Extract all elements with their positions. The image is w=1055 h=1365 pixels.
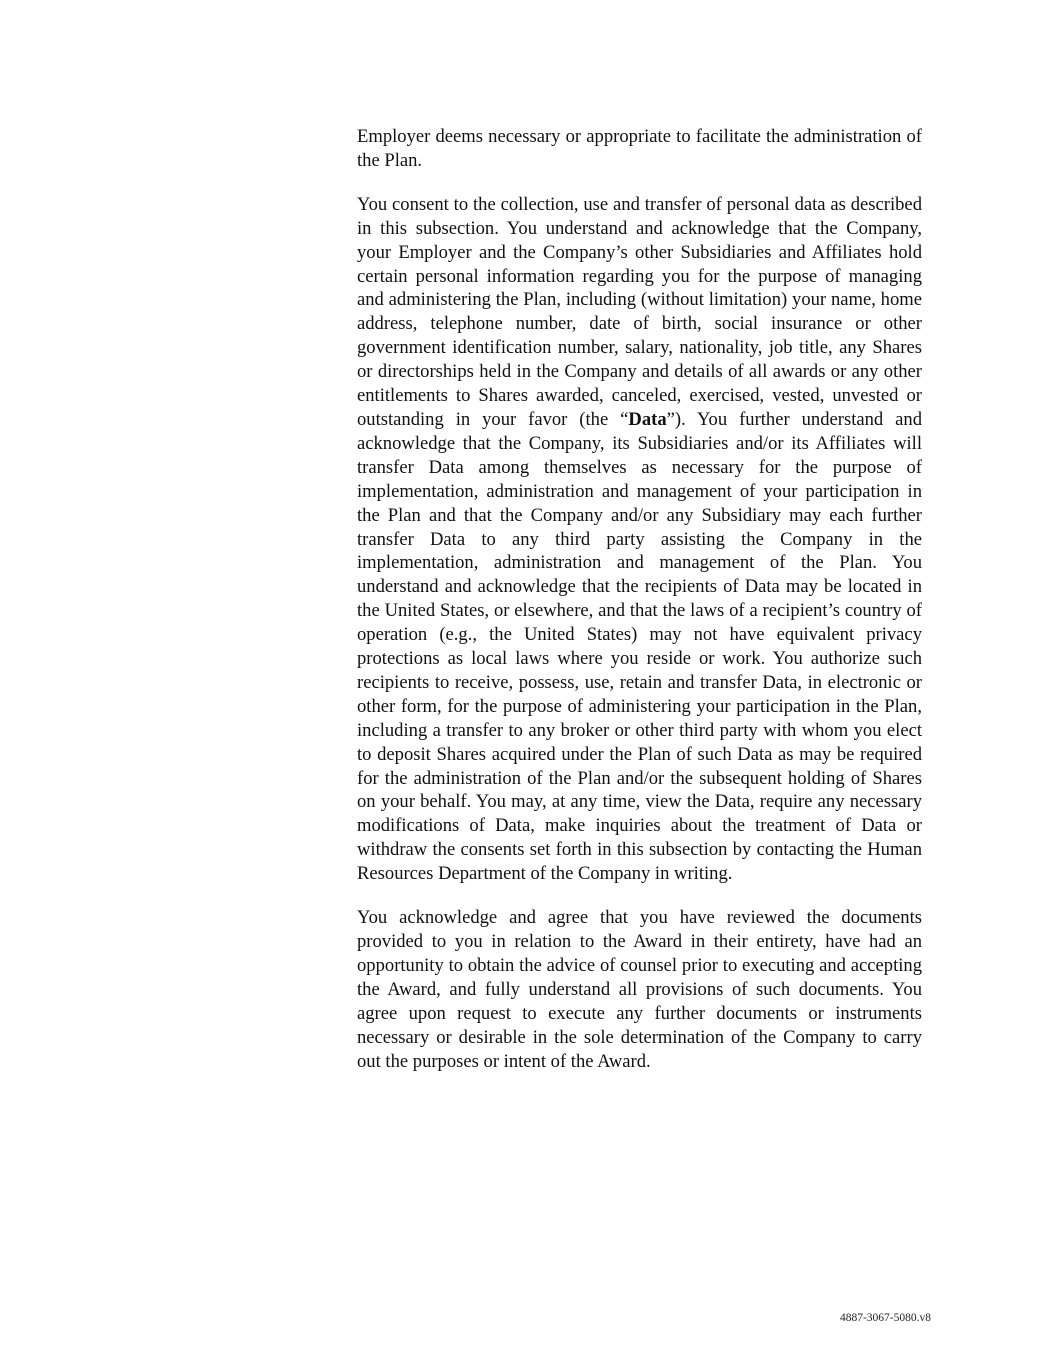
document-id-footer: 4887-3067-5080.v8: [839, 1312, 931, 1324]
defined-term-data: Data: [628, 408, 667, 430]
paragraph-data-administration: Employer deems necessary or appropriate to facilitate the administration of the Plan.: [357, 126, 922, 171]
text-column: [357, 125, 922, 1073]
paragraph-data-consent: [357, 193, 922, 886]
consent-text-part-1: You consent to the collection, use and transfer of personal data as described in this subsection. You understand and acknowledge that the Company, your Employer and the Company’s other Subsidiaries and Affiliates hold certain personal information regarding you for the purpose of managing and administering the Plan, including (without limitation) your name, home address, telephone number, date of birth, social insurance or other government identification number, salary, nationality, job title, any Shares or directorships held in the Company and details of all awards or any other entitlements to Shares awarded, canceled, exercised, vested, unvested or outstanding in your favor (the “: [357, 193, 922, 430]
paragraph-acknowledgement: You acknowledge and agree that you have reviewed the documents provided to you in relation to the Award in their entirety, have had an opportunity to obtain the advice of counsel prior to executing and accepting the Award, and fully understand all provisions of such documents. You agree upon request to execute any further documents or instruments necessary or desirable in the sole determination of the Company to carry out the purposes or intent of the Award.: [357, 907, 922, 1072]
consent-text-part-2: ”). You further understand and acknowledge that the Company, its Subsidiaries and/or its Affiliates will transfer Data among themselves as necessary for the purpose of implementation, administration and management of your participation in the Plan and that the Company and/or any Subsidiary may each further transfer Data to any third party assisting the Company in the implementation, administration and management of the Plan. You understand and acknowledge that the recipients of Data may be located in the United States, or elsewhere, and that the laws of a recipient’s country of operation (e.g., the United States) may not have equivalent privacy protections as local laws where you reside or work. You authorize such recipients to receive, possess, use, retain and transfer Data, in electronic or other form, for the purpose of administering your participation in the Plan, including a transfer to any broker or other third party with whom you elect to deposit Shares acquired under the Plan of such Data as may be required for the administration of the Plan and/or the subsequent holding of Shares on your behalf. You may, at any time, view the Data, require any necessary modifications of Data, make inquiries about the treatment of Data or withdraw the consents set forth in this subsection by contacting the Human Resources Department of the Company in writing.: [357, 408, 922, 885]
